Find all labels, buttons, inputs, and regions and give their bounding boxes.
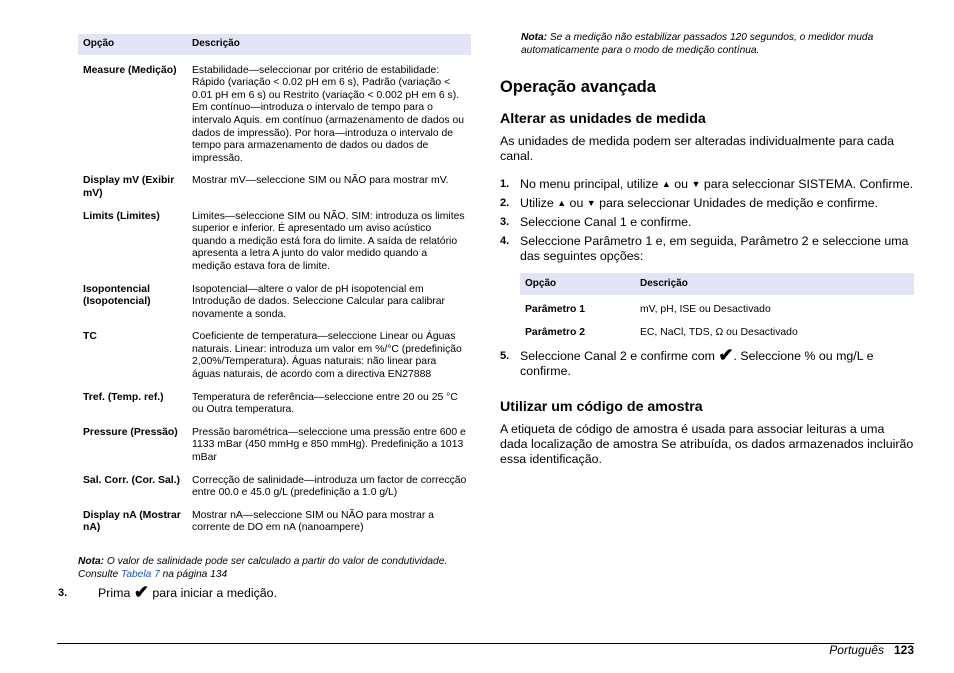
- table-row: [78, 392, 471, 427]
- option-cell: Display mV (Exibir mV): [83, 175, 175, 199]
- description-cell: Correcção de salinidade—introduza um factor de correcção entre 00.0 e 45.0 g/L (predefinição a 1.0 g/L): [192, 474, 467, 499]
- step-text: No menu principal, utilize: [520, 176, 662, 191]
- step-number: 2.: [500, 196, 510, 209]
- description-cell: EC, NaCl, TDS, Ω ou Desactivado: [640, 326, 798, 338]
- note-label: Nota:: [521, 32, 548, 43]
- step-5: [500, 345, 914, 379]
- step-text: Utilize: [520, 195, 558, 210]
- section-title: Operação avançada: [500, 77, 656, 96]
- down-arrow-icon: ▼: [691, 178, 701, 189]
- salinity-note: [78, 556, 471, 582]
- step-text: Seleccione Canal 1 e confirme.: [520, 214, 692, 229]
- table-7-link[interactable]: Tabela 7: [121, 568, 160, 580]
- header-description: Descrição: [635, 273, 914, 296]
- step-number: 3.: [58, 586, 68, 599]
- subsection-title-units: Alterar as unidades de medida: [500, 110, 706, 127]
- description-cell: Mostrar nA—seleccione SIM ou NÃO para mostrar a corrente de DO em nA (nanoampere): [192, 509, 434, 534]
- step-3-left: [58, 581, 451, 602]
- description-cell: Pressão barométrica—seleccione uma pressão entre 600 e 1133 mBar (450 mmHg e 850 mmHg). Predefinição a 1013 mBar: [192, 426, 466, 464]
- table-header-row: [78, 34, 471, 55]
- step-number: 4.: [500, 234, 510, 247]
- page-footer: [829, 643, 914, 657]
- right-column: [500, 32, 914, 467]
- up-arrow-icon: ▲: [557, 197, 567, 208]
- step-text-or: ou: [670, 176, 692, 191]
- step-3: [500, 215, 914, 230]
- description-cell: Estabilidade—seleccionar por critério de estabilidade: Rápido (variação < 0.02 pH em 6 s), Padrão (variação < 0.01 pH em 6 s) ou Restrito (variação < 0.002 pH em 6 s). Em contínuo—introduza o intervalo de tempo para o intervalo Aquis. em contínuo (armazenamento de dados ou dados de impressão). Por hora—introduza o intervalo de tempo para armazenamento de dados ou dados de impressão.: [192, 64, 465, 164]
- check-icon: ✔: [133, 581, 149, 602]
- table-row: [78, 331, 471, 391]
- step-4: [500, 234, 914, 264]
- option-cell: Measure (Medição): [83, 64, 177, 76]
- table-row: [78, 65, 471, 176]
- description-cell: Temperatura de referência—seleccione entre 20 ou 25 °C ou Outra temperatura.: [192, 391, 458, 416]
- table-row: [78, 510, 471, 535]
- option-cell: Tref. (Temp. ref.): [83, 391, 164, 403]
- step-text: Prima: [98, 585, 134, 600]
- header-description: Descrição: [187, 34, 471, 55]
- option-cell: TC: [83, 331, 97, 343]
- step-text: Seleccione Parâmetro 1 e, em seguida, Parâmetro 2 e seleccione uma das seguintes opções:: [520, 233, 909, 263]
- header-option: Opção: [520, 273, 635, 296]
- step-text-end: . Seleccione % ou mg/L e confirme.: [520, 349, 874, 379]
- subsection-title-sample-code: Utilizar um código de amostra: [500, 399, 703, 416]
- stability-note: [500, 32, 914, 58]
- step-text-end: para seleccionar SISTEMA. Confirme.: [700, 176, 914, 191]
- step-number: 1.: [500, 177, 510, 190]
- table-row: [78, 175, 471, 210]
- description-cell: Coeficiente de temperatura—seleccione Linear ou Águas naturais. Linear: introduza um valor em %/°C (predefinição 2,00%/Temperatura). Águas naturais: não linear para águas naturais, de acordo com a directiva EN27888: [192, 331, 462, 381]
- table-row: [520, 304, 914, 327]
- table-row: [520, 327, 914, 340]
- description-cell: Isopotencial—altere o valor de pH isopotencial em Introdução de dados. Seleccione Calcular para calibrar novamente a sonda.: [192, 283, 445, 320]
- option-cell: Limits (Limites): [83, 210, 160, 222]
- step-text-or: ou: [566, 195, 587, 210]
- step-text-end: para seleccionar Unidades de medição e confirme.: [595, 195, 879, 210]
- note-text-end: na página 134: [159, 568, 228, 580]
- page-number: 123: [893, 643, 914, 657]
- description-cell: Limites—seleccione SIM ou NÃO. SIM: introduza os limites superior e inferior. É apresentado um aviso acústico quando a medição está fora do limite. A saída de relatório apresenta a letra A junto do valor medido quando a medição estava fora de limite.: [192, 210, 465, 272]
- table-row: [78, 427, 471, 475]
- footer-language: Português: [829, 643, 884, 657]
- header-option: Opção: [78, 34, 187, 55]
- option-cell: Display nA (Mostrar nA): [83, 509, 181, 534]
- step-text-end: para iniciar a medição.: [148, 585, 278, 600]
- step-1: [500, 177, 914, 192]
- left-column: [58, 34, 471, 602]
- option-cell: Parâmetro 1: [525, 304, 586, 316]
- table-row: [78, 284, 471, 332]
- step-text: Seleccione Canal 2 e confirme com: [520, 349, 719, 364]
- note-label: Nota:: [78, 556, 105, 567]
- footer-divider: [57, 643, 914, 644]
- note-text: Se a medição não estabilizar passados 120 segundos, o medidor muda automaticamente para o modo de medição contínua.: [521, 32, 874, 56]
- table-header-row: [520, 273, 914, 296]
- units-intro: As unidades de medida podem ser alteradas individualmente para cada canal.: [500, 133, 894, 163]
- option-cell: Pressure (Pressão): [83, 426, 178, 438]
- step-number: 5.: [500, 350, 510, 363]
- sample-code-text: A etiqueta de código de amostra é usada para associar leituras a uma dada localização de amostra Se atribuída, os dados armazenados incluirão essa identificação.: [500, 422, 914, 467]
- step-number: 3.: [500, 215, 510, 228]
- note-text: O valor de salinidade pode ser calculado a partir do valor de condutividade. Consulte: [78, 556, 448, 580]
- table-row: [78, 211, 471, 284]
- down-arrow-icon: ▼: [586, 197, 596, 208]
- option-cell: Parâmetro 2: [525, 326, 586, 338]
- description-cell: Mostrar mV—seleccione SIM ou NÃO para mostrar mV.: [192, 175, 449, 187]
- check-icon: ✔: [718, 345, 734, 366]
- description-cell: mV, pH, ISE ou Desactivado: [640, 304, 771, 316]
- option-cell: Isopontencial (Isopotencial): [83, 283, 151, 308]
- options-table: [78, 34, 471, 535]
- table-row: [78, 475, 471, 510]
- step-2: [500, 196, 914, 211]
- up-arrow-icon: ▲: [661, 178, 671, 189]
- parameters-table: [520, 273, 914, 340]
- option-cell: Sal. Corr. (Cor. Sal.): [83, 474, 181, 486]
